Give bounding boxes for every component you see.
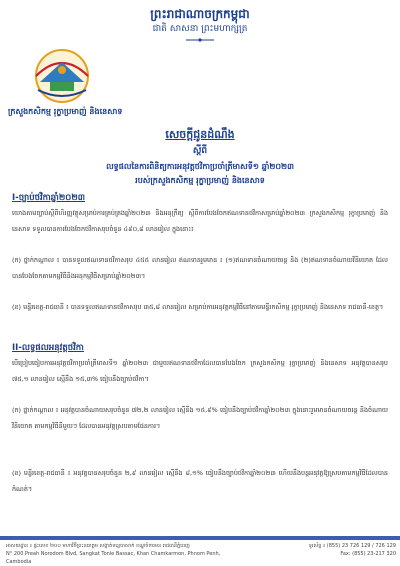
phone-number: ទូរស័ព្ទ ៖ (855) 23 726 129 / 726 129 (308, 543, 396, 549)
footer-address (6, 542, 246, 566)
address-khmer: អាសយដ្ឋាន ៖ ផ្ទះលេខ ២០០ មហាវិថីព្រះនរោត្តម សង្កាត់ទន្លេបាសាក់ ខណ្ឌចំការមន រាជធានីភ្នំពេញ (6, 543, 190, 549)
fax-number: Fax: (855) 23-217 320 (340, 551, 396, 557)
paragraph: (ក) ថ្នាក់កណ្តាល ៖ បានទទួលឥណទានថវិកាសរុប ៤៥៥ លានរៀល ឥណទានរួមមាន ៖ (១)ឥណទានចំណាយចរន្ត និង (២)ឥណទានចំណាយវិនិយោគ ដែលបានបែងចែកតាមកម្មវិធីនិងអនុកម្មវិធីសម្រាប់ឆ្នាំ២០២៣។ (12, 256, 388, 280)
address-english: N° 200 Preah Norodom Blvd, Sangkat Tonle Bassac, Khan Chamkarmon, Phnom Penh, Cambodia (6, 551, 221, 565)
notice-subject: ស្តីពី (192, 146, 208, 156)
section-heading: I-ច្បាប់ថវិកាឆ្នាំ២០២៣ (12, 193, 86, 203)
kingdom-motto: ជាតិ សាសនា ព្រះមហាក្សត្រ (152, 24, 248, 34)
paragraph: (ខ) មន្ទីរខេត្ត-រាជធានី ៖ អនុវត្តបានសរុបចំនួន ២,៩ លានរៀល ស្មើនឹង ៨,១% ធៀបនឹងច្បាប់ថវិកាឆ្នាំ២០២៣ ហើយនឹងបន្តអនុវត្តឱ្យស្របតាមកម្មវិធីដែលបានកំណត់។ (12, 469, 388, 493)
notice-subject-line: លទ្ធផលនៃការពិនិត្យការអនុវត្តថវិកាប្រចាំត្រីមាសទី១ ឆ្នាំ២០២៣ (106, 162, 294, 171)
paragraph: (ក) ថ្នាក់កណ្តាល ៖ អនុវត្តបានចំណាយសរុបចំនួន ៧២,២ លានរៀល ស្មើនឹង ១៥,៩% ធៀបនឹងច្បាប់ថវិកាឆ្នាំ២០២៣ ក្នុងនោះរួមមានចំណាយចរន្ត និងចំណាយវិនិយោគ តាមកម្មវិធីនីមួយៗ ដែលបានអនុវត្តស្របតាមផែនការ។ (12, 406, 388, 430)
footer-contact (250, 542, 396, 558)
paragraph: (ខ) មន្ទីរខេត្ត-រាជធានី ៖ បានទទួលឥណទានថវិកាសរុប ៣៥,៨ លានរៀល សម្រាប់ការអនុវត្តកម្មវិធីនៅតាមមន្ទីរកសិកម្ម រុក្ខាប្រមាញ់ និងនេសាទ រាជធានី-ខេត្ត។ (12, 303, 384, 311)
paragraph: យោងតាមច្បាប់ស្តីពីហិរញ្ញវត្ថុសម្រាប់ការគ្រប់គ្រងឆ្នាំ២០២៣ និងអនុក្រឹត្យ ស្តីពីការបែងចែកឥណទានថវិកាសម្រាប់ឆ្នាំ២០២៣ ក្រសួងកសិកម្ម រុក្ខាប្រមាញ់ និងនេសាទ ទទួលបានការបែងចែកថវិកាសរុបចំនួន ៤៩០,៨ លានរៀល ក្នុងនោះ៖ (12, 209, 388, 233)
section-heading: II-លទ្ធផលអនុវត្តថវិកា (12, 343, 84, 353)
notice-title: សេចក្តីជូនដំណឹង (165, 128, 235, 141)
ministry-name: ក្រសួងកសិកម្ម រុក្ខាប្រមាញ់ និងនេសាទ (8, 107, 123, 116)
kingdom-headline: ព្រះរាជាណាចក្រកម្ពុជា (150, 7, 250, 21)
ornament-divider-icon (186, 38, 214, 42)
footer-divider (0, 536, 400, 540)
paragraph: បើប្រៀបធៀបការអនុវត្តថវិកាប្រចាំត្រីមាសទី១ ឆ្នាំ២០២៣ ជាមួយឥណទានថវិកាដែលបានបែងចែក ក្រសួងកសិកម្ម រុក្ខាប្រមាញ់ និងនេសាទ អនុវត្តបានសរុប ៧៥,១ លានរៀល ស្មើនឹង ១៥,៣% ធៀបនឹងច្បាប់ថវិកា។ (12, 359, 388, 383)
ministry-emblem-icon (12, 46, 112, 104)
notice-subject-line: របស់ក្រសួងកសិកម្ម រុក្ខាប្រមាញ់ និងនេសាទ (135, 176, 265, 185)
page-footer (0, 536, 400, 564)
